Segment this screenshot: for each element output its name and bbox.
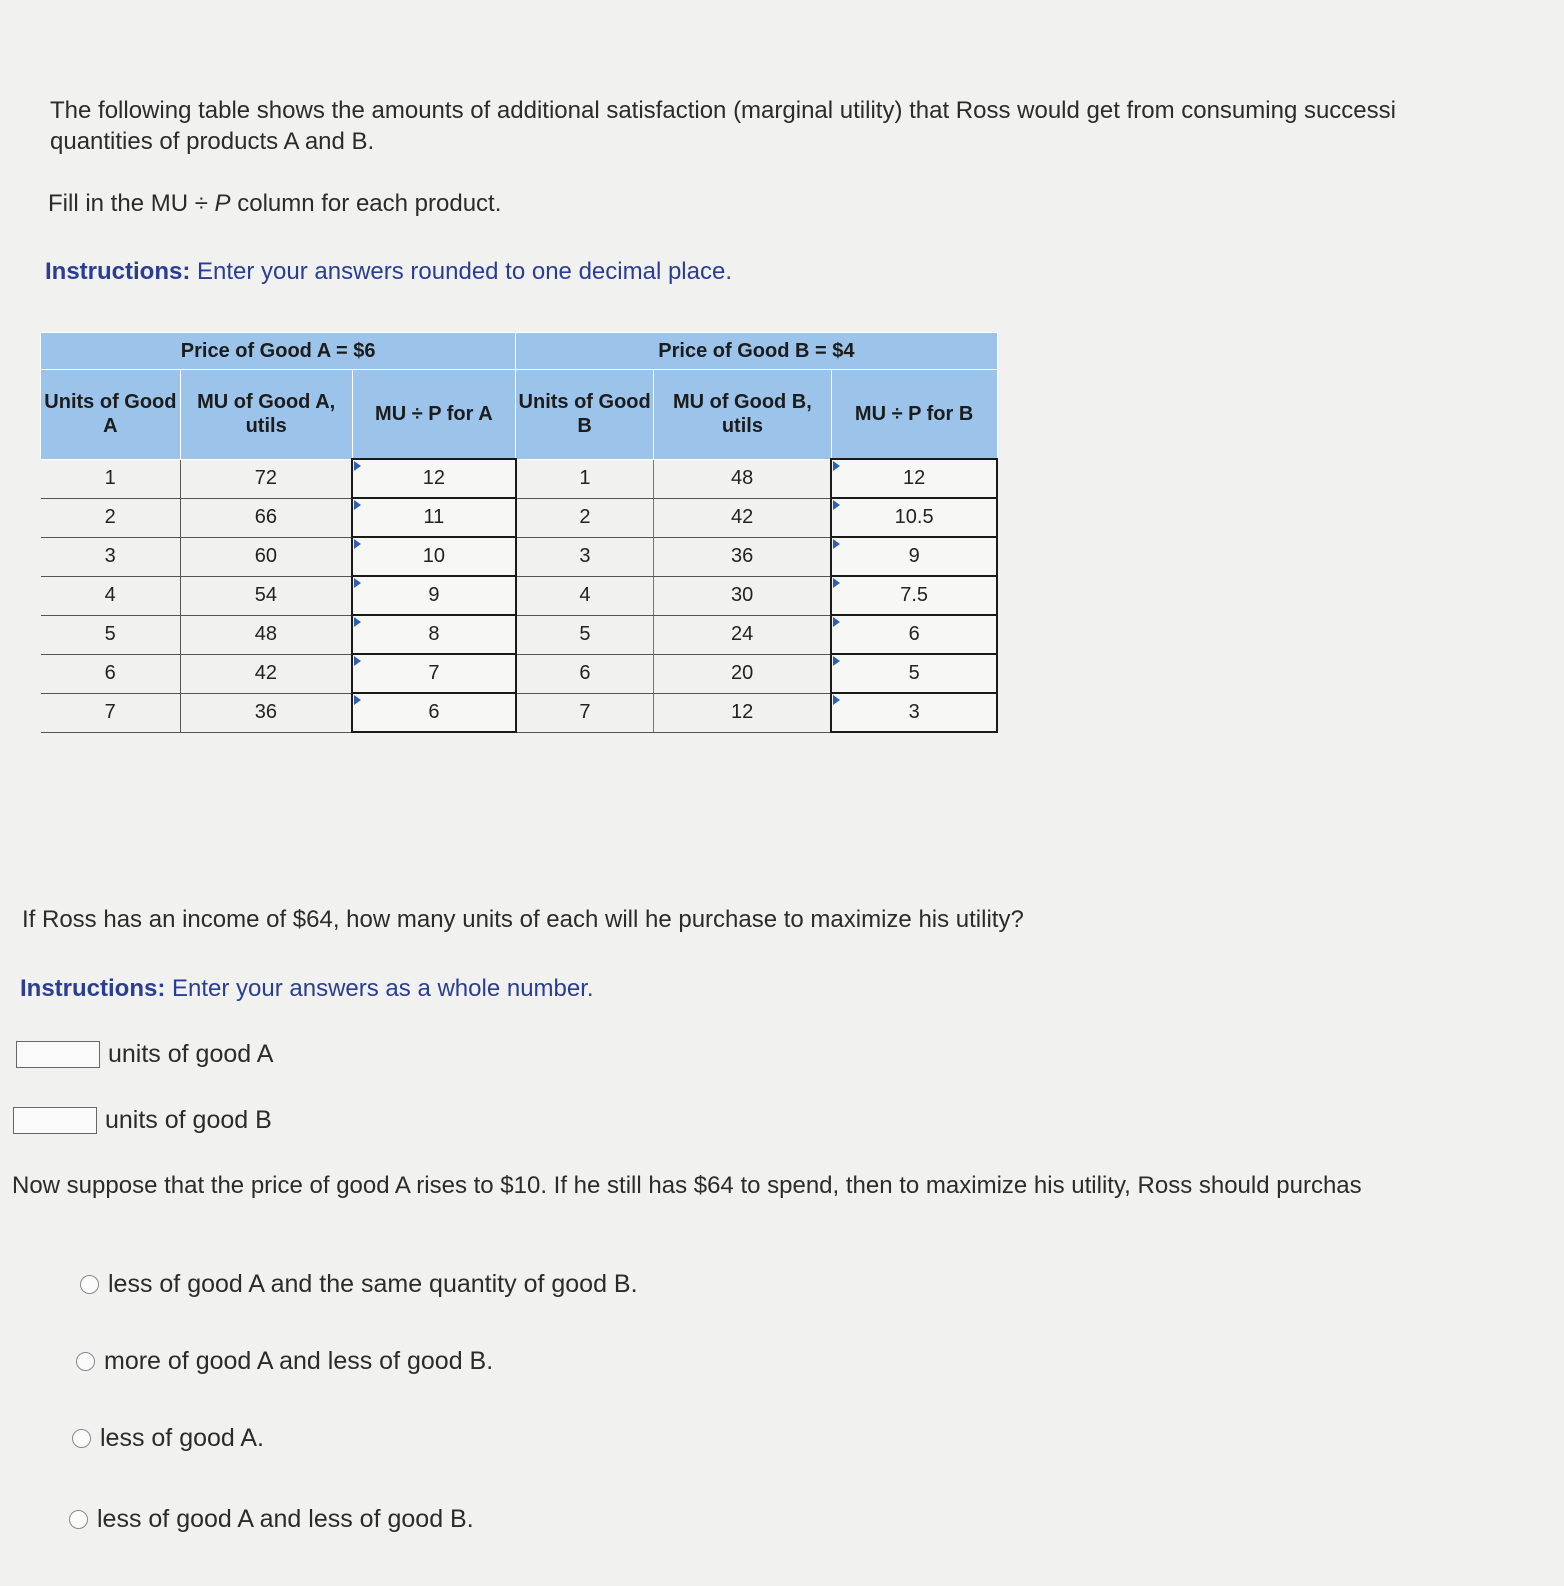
mu-a-cell: 54 — [180, 576, 352, 615]
table-row — [41, 693, 998, 732]
intro-line-2: quantities of products A and B. — [50, 128, 375, 155]
fill-instruction — [48, 190, 501, 218]
table-row — [41, 654, 998, 693]
table-row — [41, 537, 998, 576]
units-b-cell: 7 — [516, 693, 654, 732]
table-row — [41, 459, 998, 498]
mu-b-cell: 36 — [654, 537, 832, 576]
option-3[interactable] — [72, 1424, 264, 1453]
radio-button[interactable] — [80, 1275, 99, 1294]
units-a-cell: 4 — [41, 576, 181, 615]
price-b-header: Price of Good B = $4 — [516, 333, 997, 370]
mu-b-cell: 30 — [654, 576, 832, 615]
mup-a-input[interactable]: 6 — [352, 693, 516, 732]
option-label: less of good A. — [100, 1424, 265, 1452]
instructions-text: Enter your answers as a whole number. — [165, 975, 594, 1002]
option-label: less of good A and less of good B. — [97, 1505, 474, 1533]
instructions-label: Instructions: — [45, 258, 191, 285]
intro-line-1: The following table shows the amounts of additional satisfaction (marginal utility) that Ross would get from consuming successi — [50, 97, 1396, 124]
units-a-cell: 5 — [41, 615, 181, 654]
radio-button[interactable] — [72, 1429, 91, 1448]
units-a-cell: 3 — [41, 537, 181, 576]
mu-a-cell: 36 — [180, 693, 352, 732]
mup-b-input[interactable]: 12 — [831, 459, 997, 498]
mu-b-cell: 20 — [654, 654, 832, 693]
mup-b-input[interactable]: 3 — [831, 693, 997, 732]
marginal-utility-table — [40, 332, 998, 733]
option-2[interactable] — [76, 1347, 493, 1376]
units-b-cell: 2 — [516, 498, 654, 537]
col-mu-a: MU of Good A, utils — [180, 370, 352, 460]
mu-a-cell: 48 — [180, 615, 352, 654]
units-b-cell: 4 — [516, 576, 654, 615]
option-4[interactable] — [69, 1505, 474, 1534]
fill-prefix: Fill in the MU ÷ — [48, 190, 215, 217]
units-a-cell: 6 — [41, 654, 181, 693]
table-row — [41, 498, 998, 537]
units-good-a-label: units of good A — [108, 1040, 274, 1068]
mu-a-cell: 72 — [180, 459, 352, 498]
mup-b-input[interactable]: 6 — [831, 615, 997, 654]
units-b-cell: 6 — [516, 654, 654, 693]
radio-button[interactable] — [76, 1352, 95, 1371]
units-good-a-input[interactable] — [16, 1041, 100, 1068]
instructions-label: Instructions: — [20, 975, 166, 1002]
mup-a-input[interactable]: 10 — [352, 537, 516, 576]
units-a-cell: 7 — [41, 693, 181, 732]
income-question: If Ross has an income of $64, how many units of each will he purchase to maximize his utility? — [22, 906, 1024, 933]
mup-a-input[interactable]: 9 — [352, 576, 516, 615]
price-a-header: Price of Good A = $6 — [41, 333, 516, 370]
instructions-decimal — [45, 258, 732, 286]
option-1[interactable] — [80, 1270, 638, 1299]
mu-a-cell: 60 — [180, 537, 352, 576]
mup-b-input[interactable]: 9 — [831, 537, 997, 576]
option-label: more of good A and less of good B. — [104, 1347, 494, 1375]
mu-a-cell: 42 — [180, 654, 352, 693]
mup-a-input[interactable]: 8 — [352, 615, 516, 654]
mu-a-cell: 66 — [180, 498, 352, 537]
mup-a-input[interactable]: 7 — [352, 654, 516, 693]
mup-b-input[interactable]: 10.5 — [831, 498, 997, 537]
mu-b-cell: 24 — [654, 615, 832, 654]
instructions-text: Enter your answers rounded to one decimal place. — [190, 258, 732, 285]
mup-b-input[interactable]: 7.5 — [831, 576, 997, 615]
col-units-b: Units of Good B — [516, 370, 654, 460]
mup-a-input[interactable]: 12 — [352, 459, 516, 498]
price-change-question: Now suppose that the price of good A rises to $10. If he still has $64 to spend, then to maximize his utility, Ross should purchas — [12, 1172, 1362, 1199]
units-a-cell: 1 — [41, 459, 181, 498]
col-mu-b: MU of Good B, utils — [654, 370, 832, 460]
col-mup-b: MU ÷ P for B — [831, 370, 997, 460]
fill-italic-p: P — [214, 190, 231, 217]
instructions-whole-number — [20, 975, 594, 1003]
intro-text — [50, 95, 1564, 157]
units-good-b-input[interactable] — [13, 1107, 97, 1134]
units-a-cell: 2 — [41, 498, 181, 537]
table-row — [41, 576, 998, 615]
units-b-cell: 3 — [516, 537, 654, 576]
mu-b-cell: 12 — [654, 693, 832, 732]
col-mup-a: MU ÷ P for A — [352, 370, 516, 460]
units-b-cell: 1 — [516, 459, 654, 498]
mu-b-cell: 42 — [654, 498, 832, 537]
mu-b-cell: 48 — [654, 459, 832, 498]
mup-a-input[interactable]: 11 — [352, 498, 516, 537]
col-units-a: Units of Good A — [41, 370, 181, 460]
units-b-cell: 5 — [516, 615, 654, 654]
mup-b-input[interactable]: 5 — [831, 654, 997, 693]
fill-suffix: column for each product. — [230, 190, 502, 217]
answer-good-b — [13, 1106, 272, 1135]
units-good-b-label: units of good B — [105, 1106, 272, 1134]
option-label: less of good A and the same quantity of good B. — [108, 1270, 638, 1298]
radio-button[interactable] — [69, 1510, 88, 1529]
answer-good-a — [16, 1040, 273, 1069]
table-row — [41, 615, 998, 654]
